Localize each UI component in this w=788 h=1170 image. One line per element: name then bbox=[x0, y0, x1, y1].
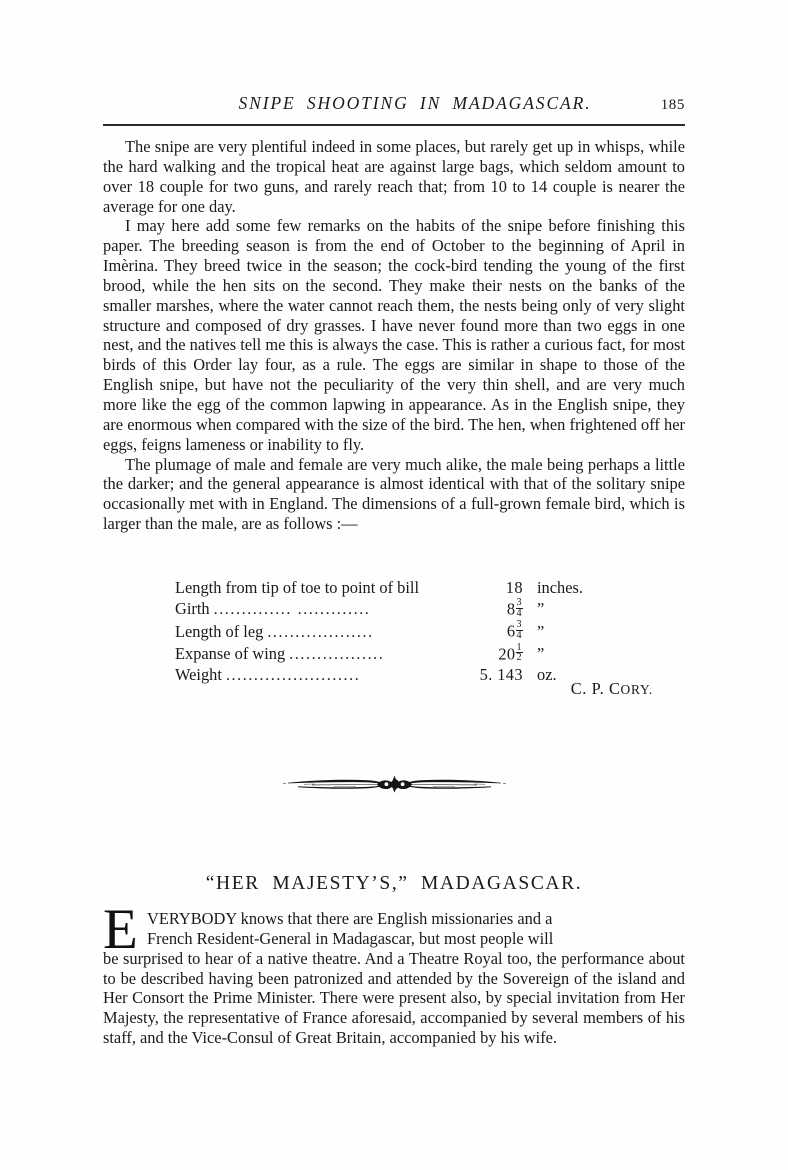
lead-line-two bbox=[103, 929, 685, 949]
measurement-unit: oz. bbox=[537, 664, 557, 684]
page-number: 185 bbox=[660, 97, 685, 113]
author-signature bbox=[103, 679, 685, 699]
measurement-row bbox=[175, 578, 615, 598]
measurement-row bbox=[175, 598, 615, 620]
signature-text: C. P. CORY. bbox=[570, 679, 653, 698]
paragraph: be surprised to hear of a native theatre. And a Theatre Royal too, the performance about to be described having been patronized and attended by the Sovereign of the island and Her Consort the Prime Minister. There were present also, by special invitation from Her Majesty, the representative of France aforesaid, accompanied by several members of his staff, and the Vice-Consul of Great Britain, accompanied by his wife. bbox=[103, 948, 685, 1048]
measurement-value: 20 $\frac{1}{2}$ bbox=[498, 641, 522, 664]
paragraph: I may here add some few remarks on the habits of the snipe before finishing this paper. The breeding season is from the end of October to the beginning of April in Imèrina. They breed twice in the season; the cock-bird tending the young of the first brood, while the hen sits on the second. They make their nests on the banks of the smaller marshes, where the water cannot reach them, the nests being only of very slight structure and composed of dry grasses. I have never found more than two eggs in one nest, and the natives tell me this is always the case. This is rather a curious fact, for most birds of this Order lay four, as a rule. The eggs are similar in shape to those of the English snipe, but have not the peculiarity of the very thin shell, and are very much more like the egg of the common lapwing in appearance. As in the English snipe, they are enormous when compared with the size of the bird. The hen, when frightened off her eggs, feigns lameness or inability to fly. bbox=[103, 216, 685, 454]
leader-dots: .............. ............. bbox=[213, 601, 371, 619]
measurement-unit: ” bbox=[537, 644, 545, 664]
decorative-flourish-divider bbox=[282, 771, 507, 797]
measurements-list bbox=[175, 578, 615, 686]
lead-line-one bbox=[103, 909, 685, 929]
article-two-body bbox=[103, 898, 685, 1048]
leader-dots: ................. bbox=[289, 646, 385, 664]
measurement-label: Expanse of wing bbox=[175, 644, 286, 664]
paragraph: The snipe are very plentiful indeed in some places, but rarely get up in whisps, while the hard walking and the tropical heat are against large bags, which seldom amount to over 18 couple for two guns, and rarely reach that; from 10 to 14 couple is nearer the average for one day. bbox=[103, 137, 685, 216]
article-two-title: “HER MAJESTY’S,” MADAGASCAR. bbox=[205, 873, 583, 894]
measurement-label: Length from tip of toe to point of bill bbox=[175, 578, 420, 597]
measurement-value: 8 $\frac{3}{4}$ bbox=[506, 596, 522, 619]
measurement-value: 18 bbox=[505, 578, 523, 597]
measurement-label: Length of leg bbox=[175, 621, 264, 641]
article-one-body bbox=[103, 137, 685, 534]
drop-cap-letter: E bbox=[103, 898, 138, 961]
lead-line-two-text: French Resident-General in Madagascar, but most people will bbox=[147, 928, 554, 948]
running-head bbox=[103, 88, 685, 114]
measurement-value: 5. 143 bbox=[479, 664, 523, 684]
measurement-label: Weight bbox=[175, 664, 222, 684]
measurement-label: Girth bbox=[175, 599, 210, 619]
header-rule bbox=[103, 124, 685, 126]
paragraph: The plumage of male and female are very much alike, the male being perhaps a little the darker; and the general appearance is almost identical with that of the solitary snipe occasionally met with in England. The dimensions of a full-grown female bird, which is larger than the male, are as follows :— bbox=[103, 454, 685, 534]
measurement-unit: inches. bbox=[537, 578, 583, 597]
measurement-row bbox=[175, 620, 615, 642]
running-head-title: SNIPE SHOOTING IN MADAGASCAR. bbox=[238, 93, 592, 113]
measurement-unit: ” bbox=[537, 621, 545, 641]
measurement-unit: ” bbox=[537, 599, 545, 619]
leader-dots: ................... bbox=[267, 623, 374, 641]
leader-dots: ........................ bbox=[225, 666, 361, 684]
dropcap-block bbox=[103, 898, 685, 961]
lead-line-one-text: VERYBODY knows that there are English missionaries and a bbox=[147, 909, 553, 928]
measurement-value: 6 $\frac{3}{4}$ bbox=[506, 619, 522, 641]
measurement-row bbox=[175, 643, 615, 665]
